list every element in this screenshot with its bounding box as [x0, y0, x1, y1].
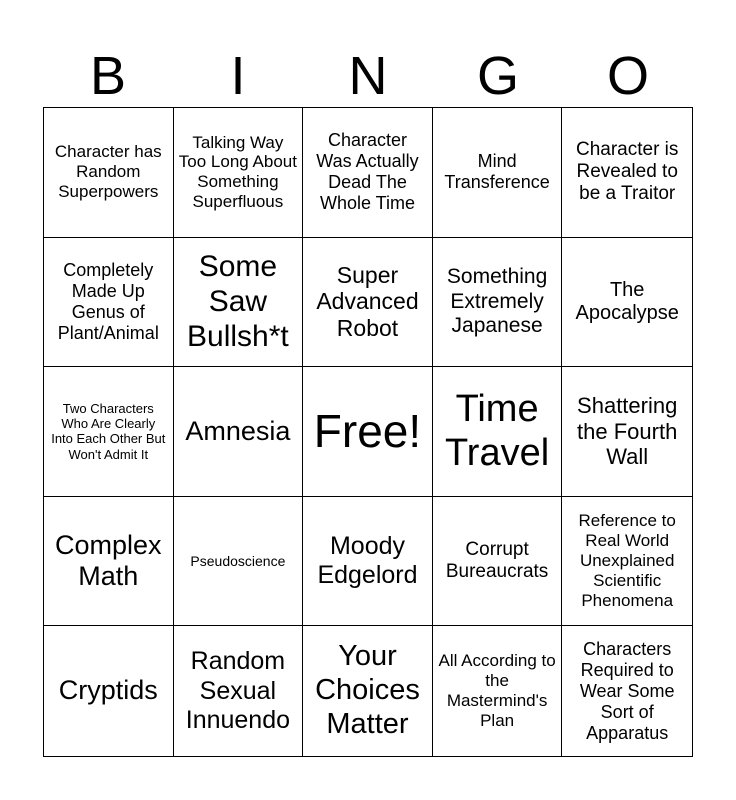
bingo-cell[interactable]: Completely Made Up Genus of Plant/Animal [44, 238, 174, 368]
header-letter-i: I [230, 46, 246, 106]
header-letter-o: O [606, 46, 649, 106]
free-space-cell[interactable]: Free! [303, 367, 433, 497]
bingo-cell[interactable]: Super Advanced Robot [303, 238, 433, 368]
header-letter-n: N [348, 46, 388, 106]
bingo-cell[interactable]: All According to the Mastermind's Plan [433, 626, 563, 756]
bingo-cell[interactable]: Mind Transference [433, 108, 563, 238]
bingo-header [43, 40, 693, 108]
bingo-cell[interactable]: Cryptids [44, 626, 174, 756]
bingo-cell[interactable]: Shattering the Fourth Wall [562, 367, 692, 497]
bingo-cell[interactable]: Something Extremely Japanese [433, 238, 563, 368]
bingo-cell[interactable]: Your Choices Matter [303, 626, 433, 756]
bingo-cell[interactable]: Talking Way Too Long About Something Superfluous [174, 108, 304, 238]
bingo-cell[interactable]: Character Was Actually Dead The Whole Time [303, 108, 433, 238]
bingo-board [43, 107, 693, 757]
bingo-cell[interactable]: Character has Random Superpowers [44, 108, 174, 238]
bingo-cell[interactable]: Moody Edgelord [303, 497, 433, 627]
bingo-cell[interactable]: The Apocalypse [562, 238, 692, 368]
bingo-cell[interactable]: Time Travel [433, 367, 563, 497]
bingo-cell[interactable]: Some Saw Bullsh*t [174, 238, 304, 368]
header-letter-b: B [89, 46, 127, 106]
bingo-cell[interactable]: Two Characters Who Are Clearly Into Each Other But Won't Admit It [44, 367, 174, 497]
bingo-cell[interactable]: Amnesia [174, 367, 304, 497]
bingo-cell[interactable]: Reference to Real World Unexplained Scientific Phenomena [562, 497, 692, 627]
bingo-cell[interactable]: Pseudoscience [174, 497, 304, 627]
bingo-cell[interactable]: Random Sexual Innuendo [174, 626, 304, 756]
bingo-cell[interactable]: Character is Revealed to be a Traitor [562, 108, 692, 238]
header-letter-g: G [476, 46, 519, 106]
bingo-cell[interactable]: Characters Required to Wear Some Sort of Apparatus [579, 638, 675, 743]
bingo-cell[interactable]: Complex Math [44, 497, 174, 627]
bingo-cell[interactable]: Corrupt Bureaucrats [433, 497, 563, 627]
